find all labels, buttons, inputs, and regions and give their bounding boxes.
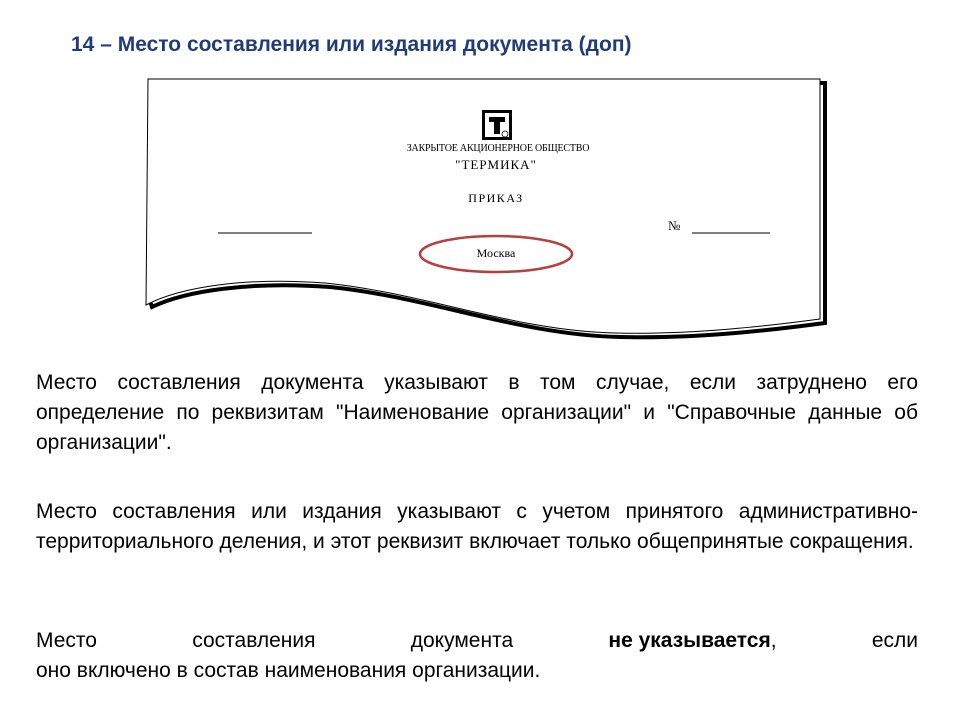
p3-emphasis — [608, 626, 776, 656]
p3-word: составления — [192, 629, 316, 652]
p3-bold-phrase: не указывается — [608, 629, 771, 652]
paragraph-1: Место составления документа указывают в том случае, если затруднено его определение по реквизитам "Наименование организации" и "Справочные данные об организации". — [36, 371, 918, 454]
place-label: Москва — [476, 246, 516, 260]
org-name-label: "ТЕРМИКА" — [455, 157, 537, 172]
p3-comma: , — [770, 629, 777, 652]
org-type-label: ЗАКРЫТОЕ АКЦИОНЕРНОЕ ОБЩЕСТВО — [406, 143, 590, 154]
p3-word: Место — [36, 629, 97, 652]
paragraph-3 — [36, 626, 918, 686]
paragraph-3-line-2: оно включено в состав наименования организации. — [36, 659, 541, 682]
document-sample-figure — [140, 75, 830, 350]
p3-word: документа — [410, 629, 514, 652]
number-sign: № — [668, 218, 681, 233]
termika-logo-icon — [480, 109, 514, 142]
slide-title: 14 – Место составления или издания документа (доп) — [71, 33, 632, 56]
p3-word: если — [871, 629, 918, 652]
paragraph-3-line-1 — [36, 626, 918, 656]
document-kind-label: ПРИКАЗ — [468, 191, 524, 205]
paragraph-2: Место составления или издания указывают с учетом принятого административно-территориального деления, и этот реквизит включает только общепринятые сокращения. — [36, 500, 918, 553]
